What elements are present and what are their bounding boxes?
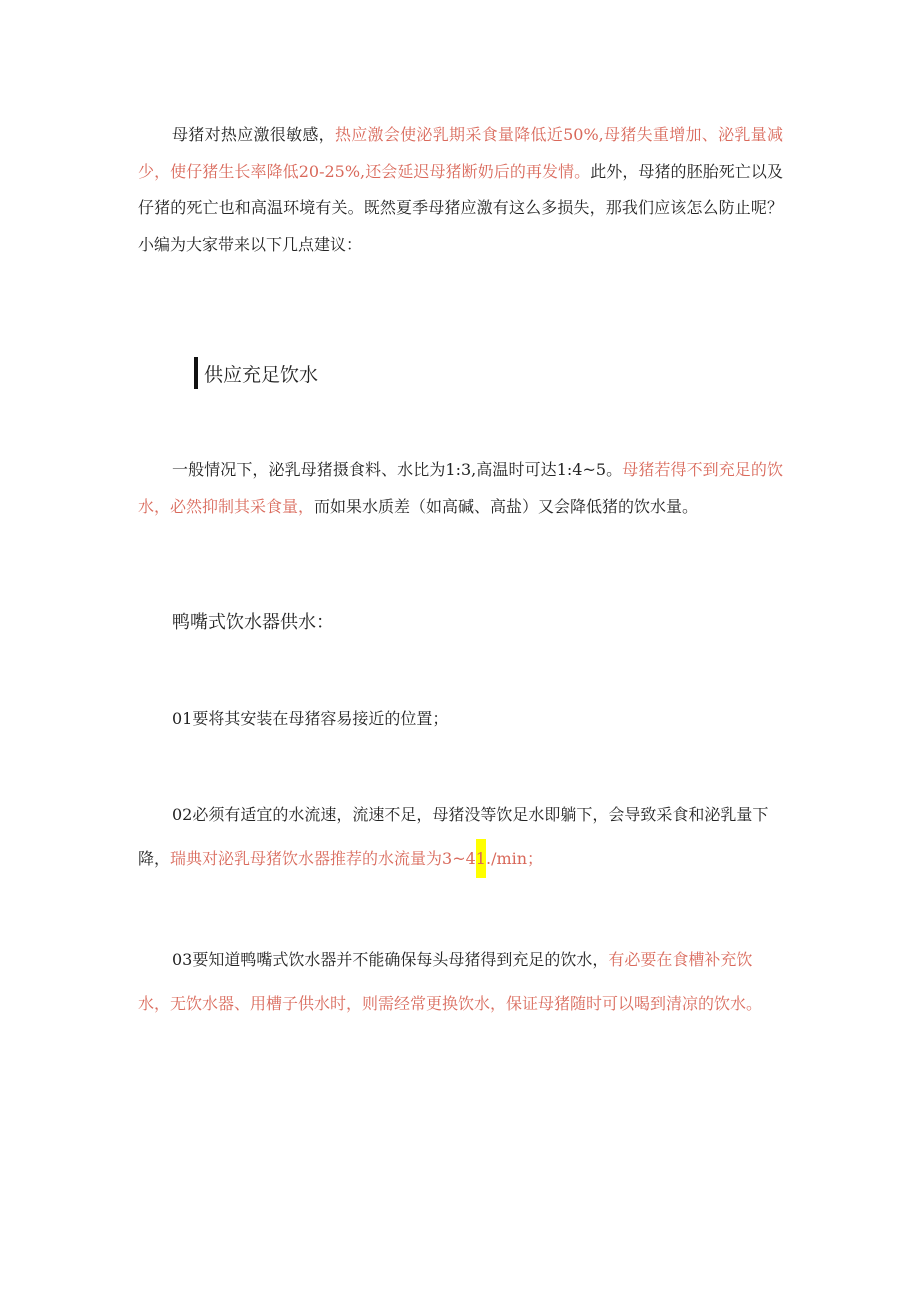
list-item-03 xyxy=(138,938,783,1026)
item-02-unit: ./min； xyxy=(485,849,544,868)
intro-text-a: 母猪对热应激很敏感， xyxy=(172,125,335,144)
item-03-text: 03要知道鸭嘴式饮水器并不能确保每头母猪得到充足的饮水， xyxy=(172,950,609,969)
section-text-c: 而如果水质差（如高碱、高盐）又会降低猪的饮水量。 xyxy=(314,496,699,516)
intro-paragraph xyxy=(138,117,783,263)
intro-text-c: 此外，母猪的胚胎死亡以及仔猪的死亡也和高温环境有关。既然夏季母猪应激有这么多损失，那我们应该怎么防止呢？小编为大家带来以下几点建议： xyxy=(138,161,783,254)
list-item-02 xyxy=(138,793,783,881)
section-emphasis: 母猪若得不到充足的饮水，必然抑制其采食量， xyxy=(138,460,783,516)
item-02-emphasis: 瑞典对泌乳母猪饮水器推荐的水流量为3~4 xyxy=(170,849,476,868)
section-heading xyxy=(194,358,318,388)
section-heading-text: 供应充足饮水 xyxy=(204,363,319,386)
item-03-emphasis: 有必要在食槽补充饮水，无饮水器、用槽子供水时，则需经常更换饮水，保证母猪随时可以喝到清凉的饮水。 xyxy=(138,950,763,1013)
heading-bar xyxy=(194,357,198,389)
item-02-highlight: 1 xyxy=(476,839,486,878)
intro-emphasis: 热应激会使泌乳期采食量降低近50%,母猪失重增加、泌乳量减少，使仔猪生长率降低20-25%,还会延迟母猪断奶后的再发情。 xyxy=(138,125,783,181)
section-paragraph xyxy=(138,452,783,525)
list-item-01 xyxy=(138,697,783,741)
subsection-heading: 鸭嘴式饮水器供水： xyxy=(172,612,334,633)
section-text-a: 一般情况下，泌乳母猪摄食料、水比为1:3,高温时可达1:4~5。 xyxy=(172,460,623,479)
item-02-text: 02必须有适宜的水流速，流速不足，母猪没等饮足水即躺下，会导致采食和泌乳量下降， xyxy=(138,805,769,868)
item-01-text: 01要将其安装在母猪容易接近的位置； xyxy=(172,709,449,728)
